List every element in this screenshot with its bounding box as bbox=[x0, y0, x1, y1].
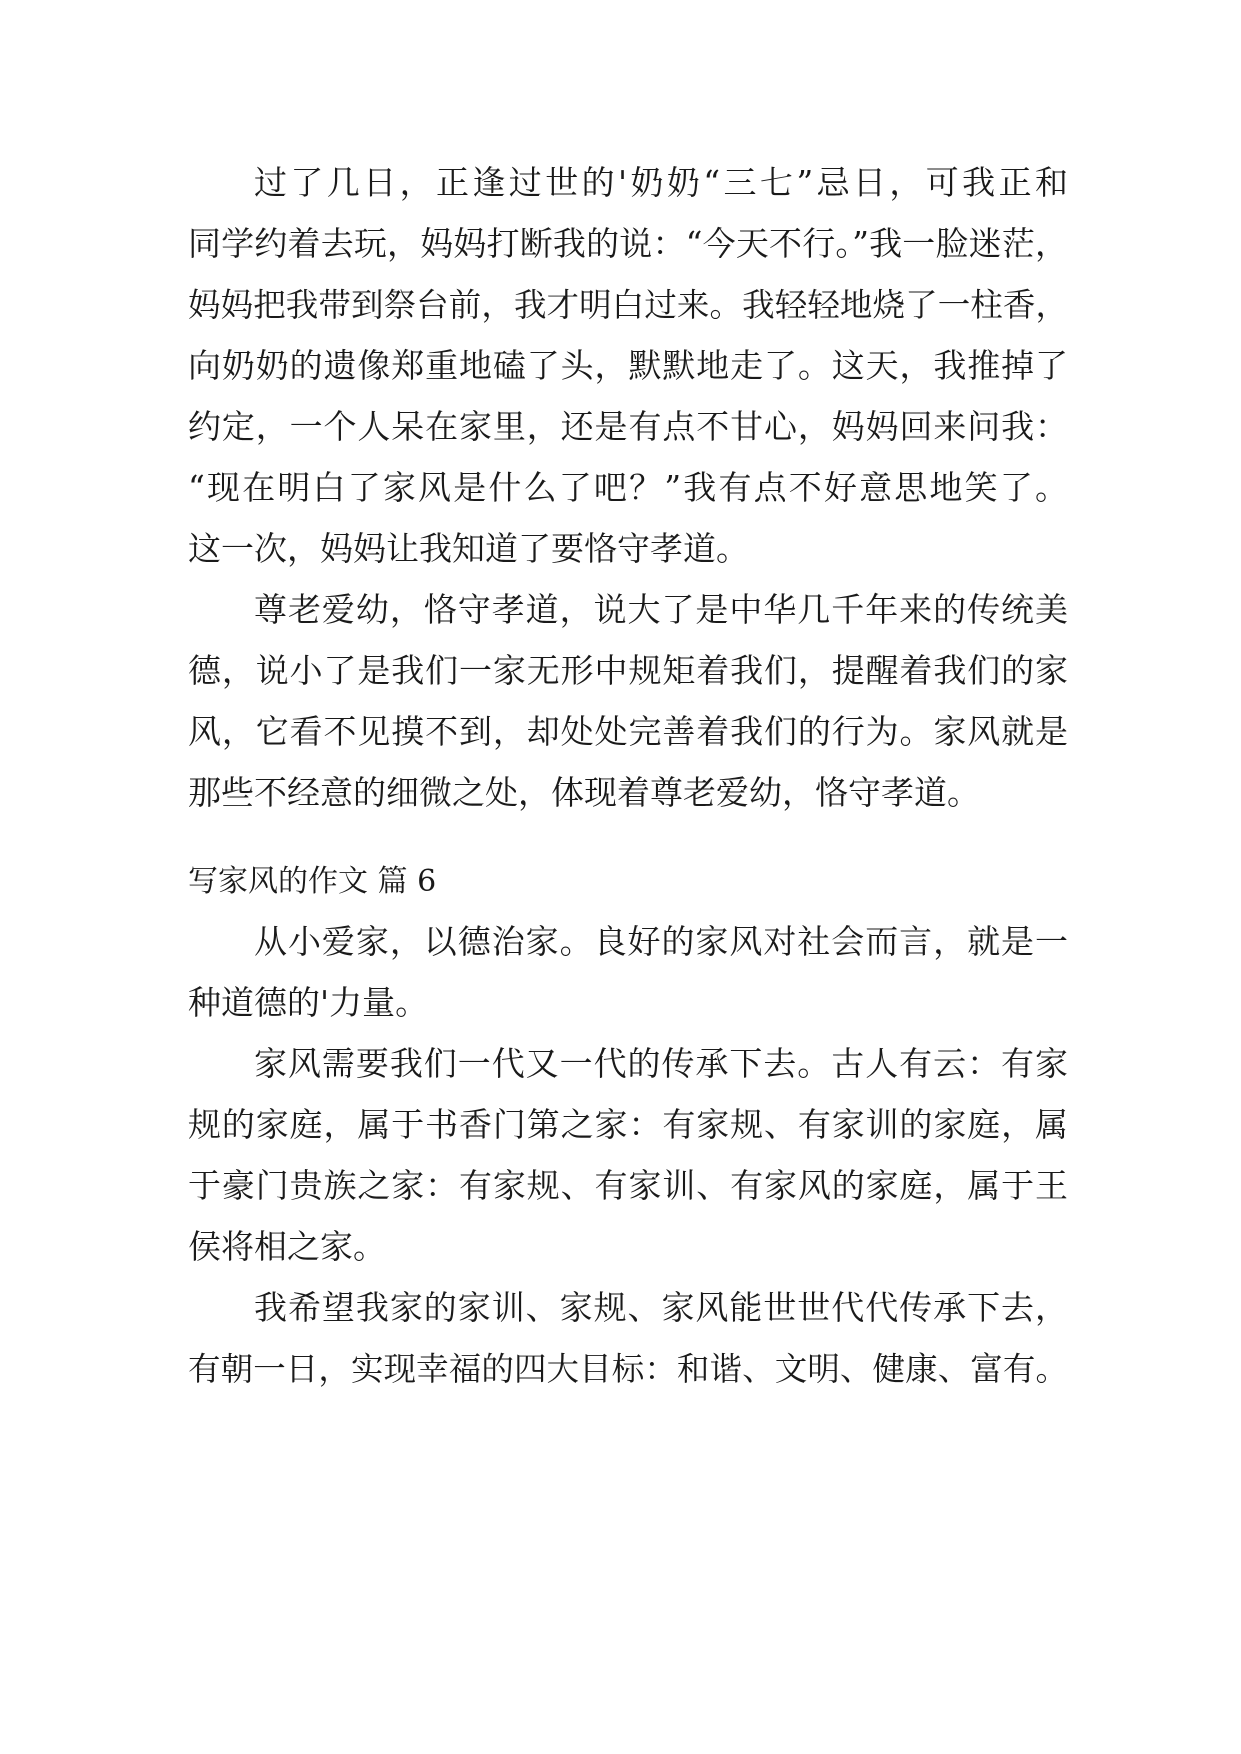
text-line: 从小爱家，以德治家。良好的家风对社会而言，就是一 bbox=[254, 922, 1068, 961]
text-line: 规的家庭，属于书香门第之家：有家规、有家训的家庭，属 bbox=[188, 1105, 1068, 1144]
text-line: 风，它看不见摸不到，却处处完善着我们的行为。家风就是 bbox=[188, 712, 1068, 751]
text-line: 家风需要我们一代又一代的传承下去。古人有云：有家 bbox=[254, 1044, 1068, 1083]
text-line: 这一次，妈妈让我知道了要恪守孝道。 bbox=[188, 529, 749, 568]
text-line: 有朝一日，实现幸福的四大目标：和谐、文明、健康、富有。 bbox=[188, 1350, 1068, 1388]
text-line: 约定，一个人呆在家里，还是有点不甘心，妈妈回来问我： bbox=[188, 407, 1068, 446]
text-line: 过了几日，正逢过世的'奶奶“三七”忌日，可我正和 bbox=[254, 163, 1068, 202]
text-line: 那些不经意的细微之处，体现着尊老爱幼，恪守孝道。 bbox=[188, 773, 980, 812]
text-line: 德，说小了是我们一家无形中规矩着我们，提醒着我们的家 bbox=[188, 651, 1068, 690]
text-line: 种道德的'力量。 bbox=[188, 983, 429, 1022]
section-heading: 写家风的作文 篇 6 bbox=[188, 864, 437, 899]
text-line: 于豪门贵族之家：有家规、有家训、有家风的家庭，属于王 bbox=[188, 1166, 1068, 1205]
text-line: 我希望我家的家训、家规、家风能世世代代传承下去， bbox=[254, 1288, 1068, 1327]
text-line: 尊老爱幼，恪守孝道，说大了是中华几千年来的传统美 bbox=[254, 590, 1068, 629]
text-line: “现在明白了家风是什么了吧？”我有点不好意思地笑了。 bbox=[188, 468, 1068, 507]
text-line: 侯将相之家。 bbox=[188, 1227, 386, 1266]
text-line: 妈妈把我带到祭台前，我才明白过来。我轻轻地烧了一柱香， bbox=[188, 286, 1068, 324]
text-line: 向奶奶的遗像郑重地磕了头，默默地走了。这天，我推掉了 bbox=[188, 346, 1068, 385]
text-line: 同学约着去玩，妈妈打断我的说：“今天不行。”我一脸迷茫， bbox=[188, 224, 1068, 263]
